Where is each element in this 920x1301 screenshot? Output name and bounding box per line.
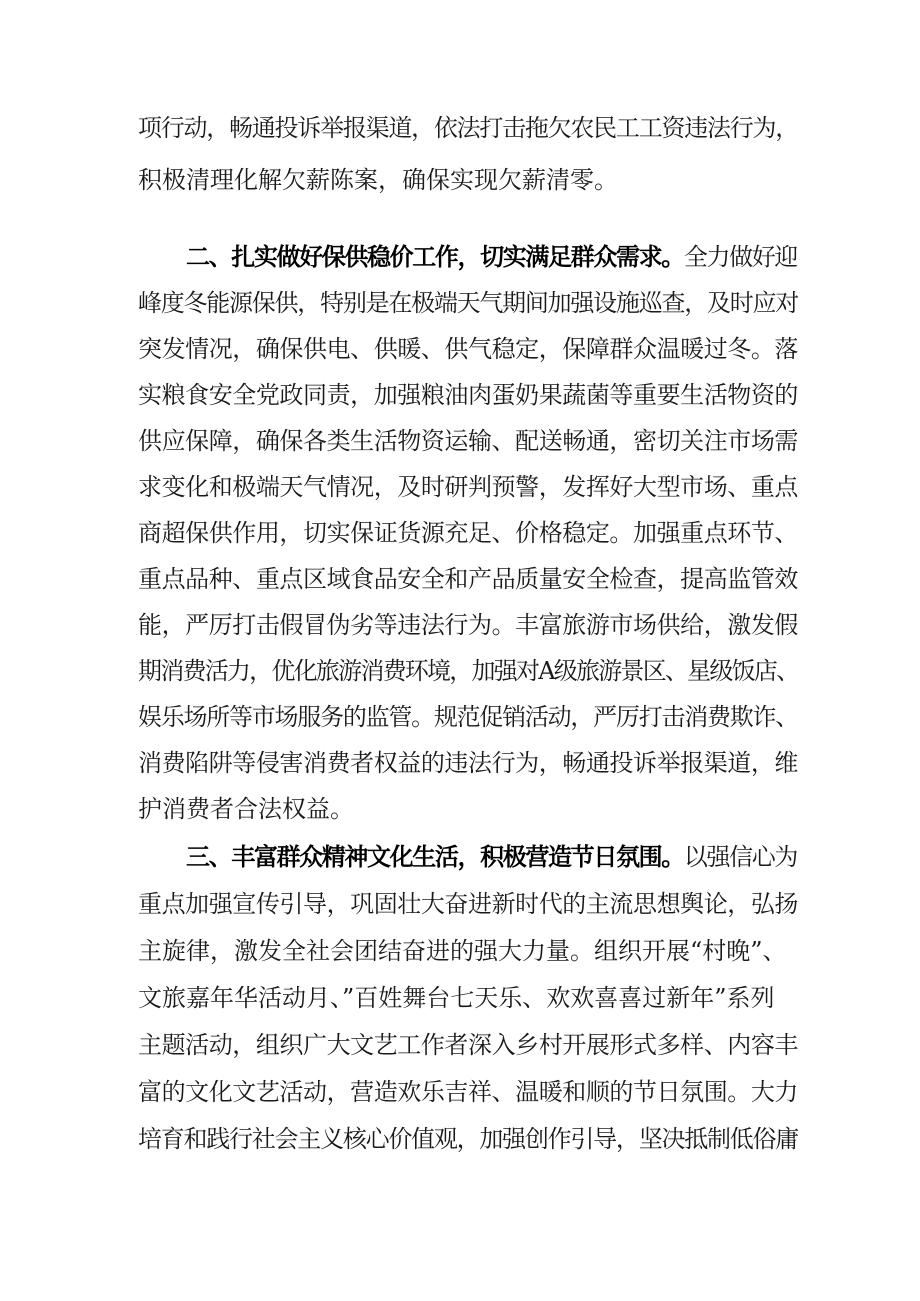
- para2-line-11: 消费陷阱等侵害消费者权益的违法行为，畅通投诉举报渠道，维: [138, 749, 798, 777]
- para3-line-5: 富的文化文艺活动，营造欢乐吉祥、温暖和顺的节日氛围。大力: [138, 1078, 798, 1106]
- para2-line-9: 期消费活力，优化旅游消费环境，加强对A级旅游景区、星级饭店、: [138, 657, 799, 685]
- para2-first-line: [186, 233, 846, 281]
- para3-line-4: 主题活动，组织广大文艺工作者深入乡村开展形式多样、内容丰: [138, 1031, 798, 1059]
- para2-heading: 二、扎实做好保供稳价工作，切实满足群众需求。: [186, 243, 684, 271]
- para2-line-10: 娱乐场所等市场服务的监管。规范促销活动，严厉打击消费欺诈、: [138, 703, 798, 731]
- para3-line-1: 重点加强宣传引导，巩固壮大奋进新时代的主流思想舆论，弘扬: [138, 890, 798, 918]
- para1-line-2: 积极清理化解欠薪陈案，确保实现欠薪清零。: [138, 166, 618, 194]
- para3-line-2: 主旋律，激发全社会团结奋进的强大力量。组织开展“村晚”、: [138, 937, 787, 965]
- para2-first-line-rest: 全力做好迎: [683, 243, 797, 271]
- para3-first-line: [186, 833, 846, 881]
- para2-line-8: 能，严厉打击假冒伪劣等违法行为。丰富旅游市场供给，激发假: [138, 611, 798, 639]
- para2-line-1: 峰度冬能源保供，特别是在极端天气期间加强设施巡查，及时应对: [138, 289, 798, 317]
- para2-line-6: 商超保供作用，切实保证货源充足、价格稳定。加强重点环节、: [138, 519, 798, 547]
- para2-line-4: 供应保障，确保各类生活物资运输、配送畅通，密切关注市场需: [138, 427, 798, 455]
- para3-line-6: 培育和践行社会主义核心价值观，加强创作引导，坚决抵制低俗庸: [138, 1125, 798, 1153]
- para3-heading: 三、丰富群众精神文化生活，积极营造节日氛围。: [186, 843, 684, 871]
- para2-line-5: 求变化和极端天气情况，及时研判预警，发挥好大型市场、重点: [138, 473, 798, 501]
- para2-line-7: 重点品种、重点区域食品安全和产品质量安全检查，提高监管效: [138, 565, 798, 593]
- para3-line-3: 文旅嘉年华活动月、”百姓舞台七天乐、欢欢喜喜过新年”系列: [138, 984, 775, 1012]
- para3-first-line-rest: 以强信心为: [683, 843, 797, 871]
- para2-line-12: 护消费者合法权益。: [138, 795, 354, 823]
- para2-line-2: 突发情况，确保供电、供暖、供气稳定，保障群众温暖过冬。落: [138, 335, 798, 363]
- para1-line-1: 项行动，畅通投诉举报渠道，依法打击拖欠农民工工资违法行为，: [138, 114, 798, 142]
- para2-line-3: 实粮食安全党政同责，加强粮油肉蛋奶果蔬菌等重要生活物资的: [138, 381, 798, 409]
